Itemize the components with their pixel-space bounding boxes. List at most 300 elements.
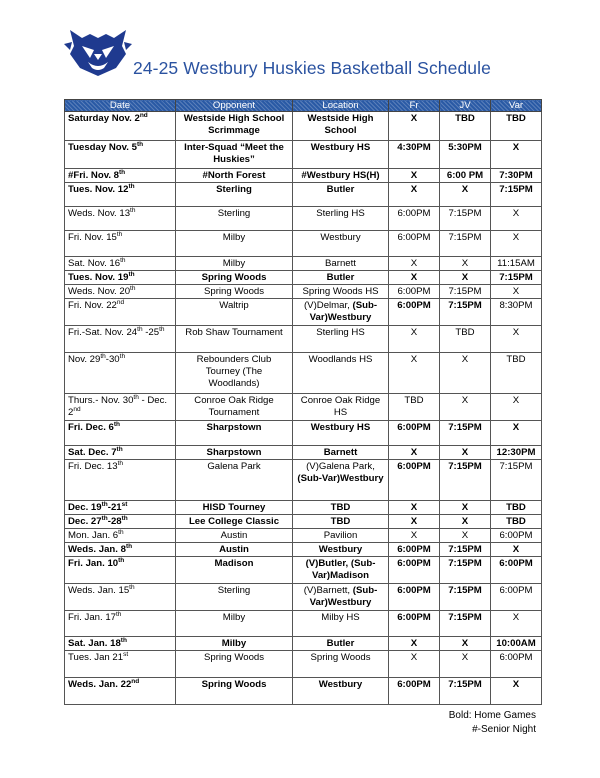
date-text: Fri. Nov. 15	[68, 232, 117, 243]
jv-cell	[440, 169, 491, 183]
opponent-cell	[176, 678, 293, 705]
date-text: Fri. Jan. 10	[68, 558, 119, 569]
table-row	[65, 183, 542, 207]
date-cell	[65, 611, 176, 637]
date-suffix: th	[128, 270, 135, 278]
date-suffix: th	[100, 352, 106, 360]
opponent-cell	[176, 446, 293, 460]
fr-cell	[389, 257, 440, 271]
fr-cell	[389, 584, 440, 611]
date-cell	[65, 637, 176, 651]
jv-cell	[440, 326, 491, 353]
location-text: Westbury HS	[310, 142, 371, 153]
table-row	[65, 169, 542, 183]
opponent-cell	[176, 611, 293, 637]
date-text: Fri. Jan. 17	[68, 612, 116, 623]
opponent-text: Rob Shaw Tournament	[185, 327, 283, 338]
date-cell	[65, 460, 176, 501]
date-cell	[65, 501, 176, 515]
jv-time: 7:15PM	[448, 612, 482, 623]
jv-cell	[440, 231, 491, 257]
jv-cell	[440, 611, 491, 637]
date-text: Weds. Jan. 8	[68, 544, 126, 555]
var-time: 11:15AM	[497, 258, 535, 269]
var-cell	[491, 394, 542, 421]
date-cell	[65, 651, 176, 678]
opponent-cell	[176, 394, 293, 421]
location-text: Conroe Oak Ridge HS	[300, 395, 381, 418]
table-row	[65, 543, 542, 557]
location-cell	[293, 112, 389, 141]
header-location: Location	[293, 100, 389, 112]
opponent-text: Madison	[214, 558, 254, 569]
date-cell	[65, 529, 176, 543]
location-home-text: (Sub-Var)Westbury	[309, 300, 378, 323]
var-time: X	[512, 679, 520, 690]
header-fr: Fr	[389, 100, 440, 112]
jv-time: TBD	[455, 327, 475, 338]
date-text-tail: -21	[107, 502, 122, 513]
date-suffix: th	[125, 542, 133, 550]
date-suffix: th	[136, 140, 144, 148]
table-row	[65, 421, 542, 446]
location-text: (V)Butler, (Sub-Var)Madison	[305, 558, 376, 581]
fr-cell	[389, 678, 440, 705]
date-suffix: nd	[116, 298, 125, 306]
husky-logo-icon	[64, 24, 132, 78]
table-row	[65, 637, 542, 651]
opponent-cell	[176, 637, 293, 651]
var-cell	[491, 299, 542, 326]
opponent-cell	[176, 326, 293, 353]
date-suffix: th	[118, 556, 125, 564]
fr-cell	[389, 501, 440, 515]
fr-time: 6:00PM	[397, 585, 431, 596]
opponent-text: Spring Woods	[201, 679, 267, 690]
location-cell	[293, 637, 389, 651]
fr-cell	[389, 557, 440, 584]
date-suffix: st	[121, 500, 128, 508]
jv-cell	[440, 271, 491, 285]
opponent-cell	[176, 584, 293, 611]
var-cell	[491, 446, 542, 460]
jv-time: 7:15PM	[448, 422, 482, 433]
location-cell	[293, 584, 389, 611]
location-cell	[293, 141, 389, 169]
date-text: Fri.-Sat. Nov. 24	[68, 327, 138, 338]
date-suffix: th	[120, 636, 127, 644]
jv-time: 7:15PM	[448, 558, 482, 569]
location-cell	[293, 257, 389, 271]
fr-time: X	[410, 530, 418, 541]
var-cell	[491, 611, 542, 637]
location-home-text: (Sub-Var)Westbury	[309, 585, 378, 608]
date-text: Tuesday Nov. 5	[68, 142, 137, 153]
location-text: Sterling HS	[316, 327, 365, 338]
opponent-text: Lee College Classic	[188, 516, 280, 527]
legend-bold-home: Bold: Home Games	[448, 710, 536, 721]
var-cell	[491, 529, 542, 543]
fr-cell	[389, 460, 440, 501]
date-cell	[65, 257, 176, 271]
jv-cell	[440, 515, 491, 529]
fr-time: 6:00PM	[397, 558, 431, 569]
jv-time: X	[461, 258, 469, 269]
date-cell	[65, 169, 176, 183]
location-text: Milby HS	[321, 612, 360, 623]
date-suffix: nd	[139, 111, 148, 119]
date-text: Tues. Nov. 12	[68, 184, 129, 195]
var-cell	[491, 637, 542, 651]
fr-time: X	[410, 258, 418, 269]
opponent-cell	[176, 557, 293, 584]
page-title: 24-25 Westbury Huskies Basketball Schedule	[133, 58, 491, 78]
fr-cell	[389, 141, 440, 169]
location-cell	[293, 651, 389, 678]
table-row	[65, 529, 542, 543]
jv-time: 7:15PM	[448, 679, 482, 690]
fr-cell	[389, 183, 440, 207]
location-text: Butler	[326, 184, 355, 195]
var-cell	[491, 285, 542, 299]
legend	[440, 709, 536, 737]
var-time: 12:30PM	[496, 447, 536, 458]
header-opponent: Opponent	[176, 100, 293, 112]
var-cell	[491, 501, 542, 515]
date-text-tail: -30	[105, 354, 120, 365]
var-cell	[491, 557, 542, 584]
fr-time: X	[410, 354, 418, 365]
location-cell	[293, 299, 389, 326]
jv-cell	[440, 183, 491, 207]
location-cell	[293, 446, 389, 460]
fr-cell	[389, 326, 440, 353]
location-cell	[293, 169, 389, 183]
fr-cell	[389, 446, 440, 460]
date-suffix: th	[128, 182, 135, 190]
date-cell	[65, 231, 176, 257]
var-time: TBD	[506, 516, 526, 527]
var-time: X	[512, 544, 520, 555]
date-text-tail: - Dec. 2	[68, 395, 168, 418]
location-text: TBD	[330, 502, 351, 513]
fr-cell	[389, 611, 440, 637]
location-text: (V)Delmar,	[303, 300, 353, 311]
jv-cell	[440, 141, 491, 169]
fr-time: X	[410, 184, 418, 195]
jv-cell	[440, 651, 491, 678]
date-cell	[65, 353, 176, 394]
var-time: 6:00PM	[499, 530, 533, 541]
date-cell	[65, 584, 176, 611]
date-suffix: st	[123, 650, 129, 658]
fr-time: 6:00PM	[397, 300, 431, 311]
location-cell	[293, 543, 389, 557]
table-row	[65, 678, 542, 705]
date-suffix: th	[130, 206, 136, 214]
fr-time: X	[410, 516, 418, 527]
var-cell	[491, 651, 542, 678]
var-time: 7:15PM	[499, 461, 533, 472]
date-text: Dec. 19	[68, 502, 102, 513]
location-cell	[293, 529, 389, 543]
opponent-cell	[176, 112, 293, 141]
date-suffix: th	[120, 256, 126, 264]
fr-time: X	[410, 447, 418, 458]
fr-cell	[389, 299, 440, 326]
jv-cell	[440, 584, 491, 611]
var-time: 6:00PM	[499, 558, 533, 569]
opponent-cell	[176, 285, 293, 299]
location-cell	[293, 207, 389, 231]
date-text: Weds. Jan. 15	[68, 585, 130, 596]
jv-cell	[440, 257, 491, 271]
date-cell	[65, 678, 176, 705]
jv-cell	[440, 394, 491, 421]
jv-time: X	[461, 530, 469, 541]
location-text: #Westbury HS(H)	[301, 170, 380, 181]
fr-time: 6:00PM	[397, 208, 431, 219]
jv-cell	[440, 112, 491, 141]
table-row	[65, 231, 542, 257]
jv-cell	[440, 501, 491, 515]
var-cell	[491, 169, 542, 183]
date-cell	[65, 557, 176, 584]
fr-cell	[389, 271, 440, 285]
fr-cell	[389, 543, 440, 557]
var-time: X	[512, 395, 520, 406]
var-time: 6:00PM	[499, 652, 533, 663]
opponent-text: Inter-Squad “Meet the Huskies”	[184, 142, 284, 165]
date-text: Tues. Nov. 19	[68, 272, 129, 283]
jv-cell	[440, 529, 491, 543]
var-time: X	[512, 327, 520, 338]
date-suffix: th	[159, 325, 165, 333]
table-row	[65, 299, 542, 326]
jv-cell	[440, 637, 491, 651]
date-cell	[65, 271, 176, 285]
location-text: Butler	[326, 272, 355, 283]
location-text: (V)Barnett,	[303, 585, 353, 596]
fr-cell	[389, 637, 440, 651]
location-home-text: (Sub-Var)Westbury	[297, 473, 384, 484]
date-text: Fri. Nov. 22	[68, 300, 117, 311]
date-suffix: th	[117, 459, 124, 467]
table-row	[65, 501, 542, 515]
fr-cell	[389, 169, 440, 183]
var-time: 7:15PM	[499, 272, 533, 283]
jv-time: X	[461, 395, 469, 406]
jv-time: X	[461, 447, 469, 458]
jv-cell	[440, 557, 491, 584]
var-time: X	[512, 422, 520, 433]
opponent-cell	[176, 231, 293, 257]
opponent-cell	[176, 515, 293, 529]
var-cell	[491, 584, 542, 611]
table-row	[65, 651, 542, 678]
header-var: Var	[491, 100, 542, 112]
date-text-tail: -28	[107, 516, 122, 527]
opponent-cell	[176, 299, 293, 326]
date-suffix: th	[130, 284, 136, 292]
location-text: (V)Galena Park,	[306, 461, 375, 472]
var-time: X	[512, 142, 520, 153]
date-cell	[65, 207, 176, 231]
location-cell	[293, 394, 389, 421]
jv-time: 7:15PM	[448, 300, 482, 311]
fr-time: 6:00PM	[397, 612, 431, 623]
date-cell	[65, 326, 176, 353]
location-cell	[293, 515, 389, 529]
table-row	[65, 557, 542, 584]
fr-cell	[389, 515, 440, 529]
date-text: Sat. Dec. 7	[68, 447, 117, 458]
fr-time: 6:00PM	[397, 679, 431, 690]
opponent-text: Sharpstown	[206, 422, 262, 433]
location-cell	[293, 326, 389, 353]
fr-time: TBD	[404, 395, 424, 406]
jv-cell	[440, 299, 491, 326]
location-cell	[293, 678, 389, 705]
jv-time: 5:30PM	[448, 142, 482, 153]
location-text: TBD	[330, 516, 351, 527]
opponent-cell	[176, 353, 293, 394]
location-text: Woodlands HS	[308, 354, 373, 365]
opponent-cell	[176, 141, 293, 169]
var-cell	[491, 112, 542, 141]
jv-cell	[440, 285, 491, 299]
location-cell	[293, 353, 389, 394]
var-time: TBD	[506, 113, 526, 124]
var-cell	[491, 421, 542, 446]
opponent-text: HISD Tourney	[202, 502, 266, 513]
location-cell	[293, 611, 389, 637]
fr-time: X	[410, 652, 418, 663]
opponent-text: Waltrip	[219, 300, 249, 311]
var-cell	[491, 183, 542, 207]
jv-time: 7:15PM	[448, 208, 482, 219]
date-suffix: th	[129, 583, 135, 591]
table-row	[65, 326, 542, 353]
table-row	[65, 460, 542, 501]
opponent-cell	[176, 207, 293, 231]
opponent-text: Milby	[222, 612, 246, 623]
fr-cell	[389, 421, 440, 446]
fr-time: 6:00PM	[397, 461, 431, 472]
jv-cell	[440, 353, 491, 394]
var-cell	[491, 271, 542, 285]
header-row	[65, 100, 542, 112]
fr-time: X	[410, 170, 418, 181]
location-text: Westside High School	[307, 113, 374, 136]
opponent-cell	[176, 501, 293, 515]
jv-time: 6:00 PM	[446, 170, 484, 181]
var-time: TBD	[506, 354, 526, 365]
date-cell	[65, 543, 176, 557]
var-cell	[491, 326, 542, 353]
date-suffix: nd	[73, 405, 81, 413]
table-row	[65, 353, 542, 394]
fr-time: X	[410, 638, 418, 649]
location-cell	[293, 421, 389, 446]
fr-cell	[389, 231, 440, 257]
location-text: Sterling HS	[316, 208, 365, 219]
opponent-text: Westside High School Scrimmage	[183, 113, 285, 136]
opponent-text: Galena Park	[207, 461, 261, 472]
opponent-text: Austin	[220, 530, 248, 541]
opponent-text: Spring Woods	[201, 272, 267, 283]
opponent-cell	[176, 169, 293, 183]
date-text: Tues. Jan 21	[68, 652, 124, 663]
jv-time: 7:15PM	[448, 544, 482, 555]
table-row	[65, 141, 542, 169]
opponent-cell	[176, 257, 293, 271]
jv-cell	[440, 446, 491, 460]
header-jv: JV	[440, 100, 491, 112]
var-time: X	[512, 286, 520, 297]
legend-senior-night: #-Senior Night	[472, 724, 536, 735]
location-cell	[293, 271, 389, 285]
jv-cell	[440, 421, 491, 446]
table-row	[65, 611, 542, 637]
opponent-text: Sterling	[216, 184, 252, 195]
fr-cell	[389, 207, 440, 231]
fr-cell	[389, 651, 440, 678]
var-time: 6:00PM	[499, 585, 533, 596]
date-suffix: th	[119, 352, 126, 360]
date-suffix: th	[116, 610, 122, 618]
location-text: Spring Woods	[310, 652, 371, 663]
jv-time: 7:15PM	[448, 286, 482, 297]
var-time: X	[512, 232, 520, 243]
fr-time: X	[410, 113, 418, 124]
date-cell	[65, 299, 176, 326]
jv-time: X	[461, 638, 469, 649]
jv-cell	[440, 460, 491, 501]
date-suffix: th	[101, 514, 108, 522]
location-text: Westbury	[318, 679, 363, 690]
var-cell	[491, 543, 542, 557]
jv-time: X	[461, 652, 469, 663]
date-text: Sat. Nov. 16	[68, 258, 121, 269]
fr-cell	[389, 529, 440, 543]
date-suffix: th	[116, 445, 123, 453]
date-text: Sat. Jan. 18	[68, 638, 121, 649]
fr-time: 6:00PM	[397, 286, 431, 297]
location-cell	[293, 231, 389, 257]
date-text: Weds. Nov. 20	[68, 286, 131, 297]
opponent-text: Spring Woods	[203, 652, 265, 663]
location-text: Westbury	[318, 544, 363, 555]
opponent-text: Milby	[222, 258, 246, 269]
var-time: X	[512, 208, 520, 219]
jv-time: 7:15PM	[448, 232, 482, 243]
fr-cell	[389, 353, 440, 394]
date-text: Mon. Jan. 6	[68, 530, 119, 541]
schedule-table	[64, 99, 542, 705]
var-cell	[491, 141, 542, 169]
location-cell	[293, 285, 389, 299]
location-cell	[293, 183, 389, 207]
location-text: Barnett	[323, 447, 358, 458]
location-cell	[293, 460, 389, 501]
location-text: Spring Woods HS	[302, 286, 379, 297]
date-text: Thurs.- Nov. 30	[68, 395, 134, 406]
var-time: 7:30PM	[499, 170, 533, 181]
date-suffix: th	[133, 393, 139, 401]
jv-cell	[440, 207, 491, 231]
opponent-cell	[176, 460, 293, 501]
